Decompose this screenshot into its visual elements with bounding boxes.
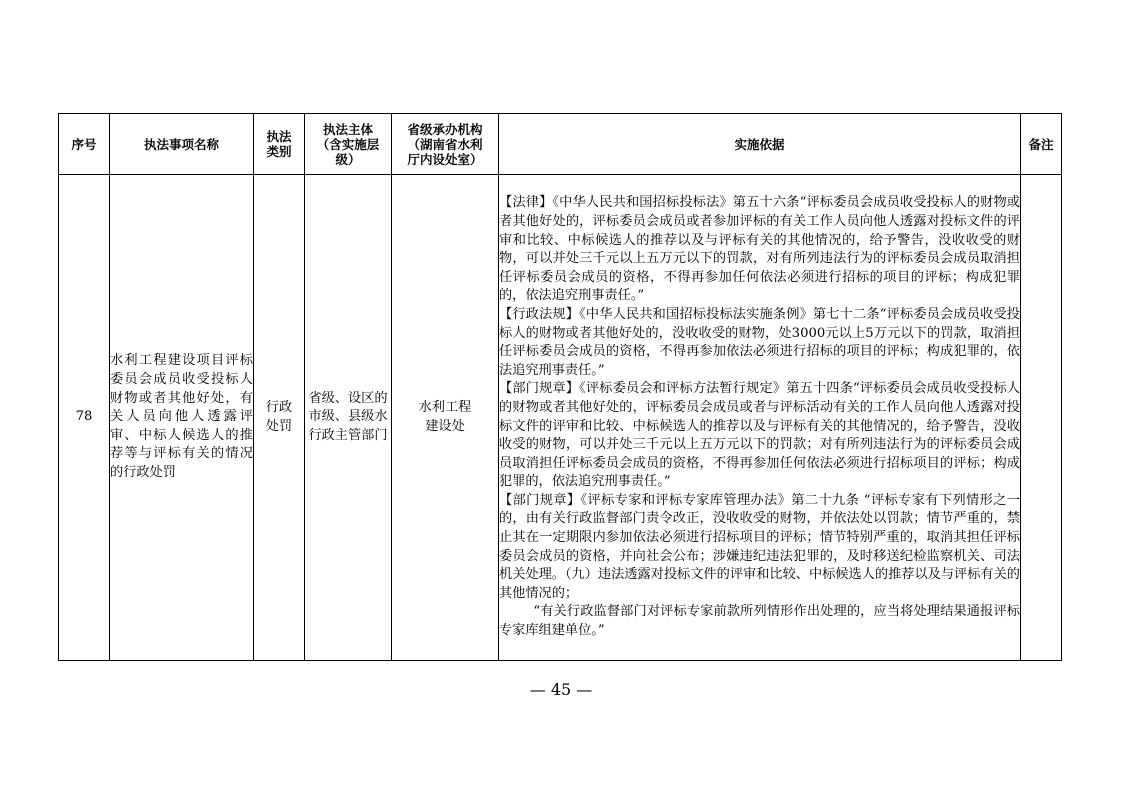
cell-basis: [499, 175, 1021, 661]
table-row: [59, 175, 1062, 661]
header-dept-text: 省级承办机构（湖南省水利厅内设处室）: [407, 121, 483, 167]
cell-subject: 省级、设区的市级、县级水行政主管部门: [305, 175, 392, 661]
header-row: [59, 114, 1062, 175]
header-dept: [392, 114, 499, 175]
header-subject: [305, 114, 392, 175]
basis-law: 【法律】《中华人民共和国招标投标法》第五十六条“评标委员会成员收受投标人的财物或者其他好处的，评标委员会成员或者参加评标的有关工作人员向他人透露对投标文件的评审和比较、中标候选人的推荐以及与评标有关的其他情况的，给予警告，没收收受的财物，可以并处三千元以上五万元以下的罚款，对有所列违法行为的评标委员会成员取消担任评标委员会成员的资格，不得再参加任何依法必须进行招标的项目的评标；构成犯罪的，依法追究刑事责任。”: [499, 195, 1020, 304]
cell-dept-text: 水利工程建设处: [418, 399, 472, 434]
basis-rule-expert-database: 【部门规章】《评标专家和评标专家库管理办法》第二十九条 “评标专家有下列情形之一的，由有关行政监督部门责令改正，没收收受的财物，并依法处以罚款；情节严重的，禁止其在一定期限内参加依法必须进行招标项目的评标；情节特别严重的，取消其担任评标委员会成员的资格，并向社会公布；涉嫌违纪违法犯罪的，及时移送纪检监察机关、司法机关处理。（九）违法透露对投标文件的评审和比较、中标候选人的推荐以及与评标有关的其他情况的；: [499, 492, 1020, 601]
header-seq: 序号: [59, 114, 110, 175]
cell-seq: 78: [59, 175, 110, 661]
header-category-text: 执法类别: [266, 129, 292, 159]
basis-rule-expert-database-cont: “有关行政监督部门对评标专家前款所列情形作出处理的，应当将处理结果通报评标专家库组建单位。”: [499, 604, 1020, 639]
header-remark: 备注: [1021, 114, 1062, 175]
basis-rule-evaluation-committee: 【部门规章】《评标委员会和评标方法暂行规定》第五十四条“评标委员会成员收受投标人的财物或者其他好处的，评标委员会成员或者与评标活动有关的工作人员向他人透露对投标文件的评审和比较、中标候选人的推荐以及与评标有关的其他情况的，给予警告，没收收受的财物，可以并处三千元以上五万元以下的罚款；对有所列违法行为的评标委员会成员取消担任评标委员会成员的资格，不得再参加任何依法必须进行招标项目的评标；构成犯罪的，依法追究刑事责任。”: [499, 381, 1020, 490]
header-category: [254, 114, 305, 175]
header-subject-text: 执法主体（含实施层级）: [316, 121, 380, 167]
header-basis: 实施依据: [499, 114, 1021, 175]
enforcement-table: [58, 113, 1062, 661]
cell-remark: [1021, 175, 1062, 661]
basis-regulation: 【行政法规】《中华人民共和国招标投标法实施条例》第七十二条“评标委员会成员收受投标人的财物或者其他好处的，没收收受的财物，处3000元以上5万元以下的罚款，取消担任评标委员会成员的资格，不得再参加依法必须进行招标的项目的评标；构成犯罪的，依法追究刑事责任。”: [499, 306, 1020, 378]
cell-category-text: 行政处罚: [265, 399, 293, 434]
cell-category: [254, 175, 305, 661]
cell-dept: [392, 175, 499, 661]
header-item-name: 执法事项名称: [110, 114, 254, 175]
page-number: — 45 —: [529, 680, 593, 699]
cell-item-name: 水利工程建设项目评标委员会成员收受投标人财物或者其他好处，有关人员向他人透露评审、中标人候选人的推荐等与评标有关的情况的行政处罚: [110, 175, 254, 661]
